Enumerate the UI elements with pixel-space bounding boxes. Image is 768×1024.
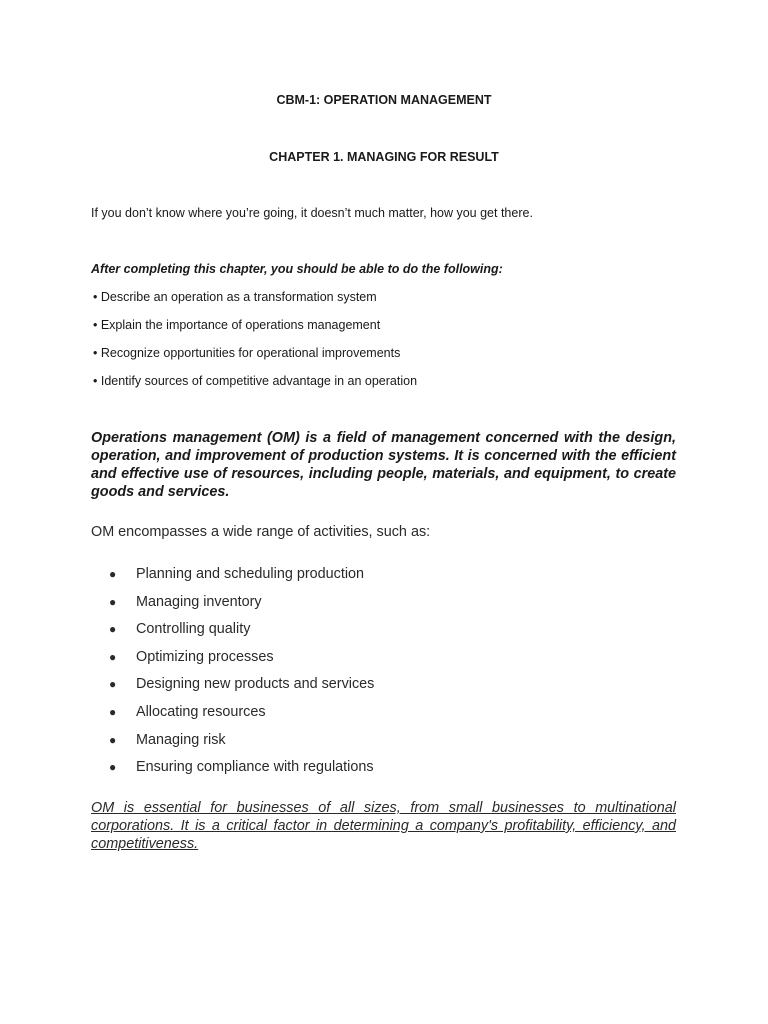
bullet-icon: ●: [109, 704, 117, 719]
activity-item: [109, 758, 374, 786]
activities-intro: OM encompasses a wide range of activities, such as:: [91, 524, 431, 540]
objective-item: • Describe an operation as a transformation system: [93, 290, 377, 304]
activity-item: [109, 703, 374, 731]
objective-item: • Identify sources of competitive advantage in an operation: [93, 374, 418, 388]
bullet-icon: ●: [109, 567, 117, 581]
activity-label: Allocating resources: [136, 703, 266, 720]
activity-item: [109, 648, 374, 676]
activity-item: [109, 731, 374, 759]
activity-item: [109, 565, 374, 593]
bullet-icon: ●: [109, 649, 117, 664]
objectives-heading: After completing this chapter, you should be able to do the following:: [91, 262, 503, 276]
activity-item: [109, 675, 374, 703]
definition-paragraph: Operations management (OM) is a field of management concerned with the design, operation, and improvement of production systems. It is concerned with the efficient and effective use of resources, including people, materials, and equipment, to create goods and services.: [91, 430, 676, 500]
conclusion-paragraph: OM is essential for businesses of all sizes, from small businesses to multinational corporations. It is a critical factor in determining a company's profitability, efficiency, and competitiveness.: [91, 800, 676, 852]
activity-item: [109, 593, 374, 621]
objectives-list: [93, 290, 417, 402]
bullet-icon: ●: [109, 732, 117, 747]
objective-item: • Recognize opportunities for operational improvements: [93, 346, 401, 360]
activity-label: Optimizing processes: [136, 648, 274, 665]
activity-item: [109, 620, 374, 648]
activity-label: Managing inventory: [136, 593, 262, 610]
activity-label: Planning and scheduling production: [136, 566, 365, 582]
bullet-icon: ●: [109, 622, 117, 637]
bullet-icon: ●: [109, 760, 117, 775]
activity-label: Managing risk: [136, 731, 226, 748]
activities-list: [109, 565, 374, 786]
bullet-icon: ●: [109, 677, 117, 692]
activity-label: Designing new products and services: [136, 676, 375, 693]
objective-item: • Explain the importance of operations management: [93, 318, 381, 332]
bullet-icon: ●: [109, 594, 117, 609]
document-title: CBM-1: OPERATION MANAGEMENT: [276, 93, 492, 107]
activity-label: Ensuring compliance with regulations: [136, 759, 374, 776]
chapter-title: CHAPTER 1. MANAGING FOR RESULT: [269, 150, 499, 164]
activity-label: Controlling quality: [136, 621, 251, 638]
epigraph: If you don’t know where you’re going, it doesn’t much matter, how you get there.: [91, 206, 533, 220]
